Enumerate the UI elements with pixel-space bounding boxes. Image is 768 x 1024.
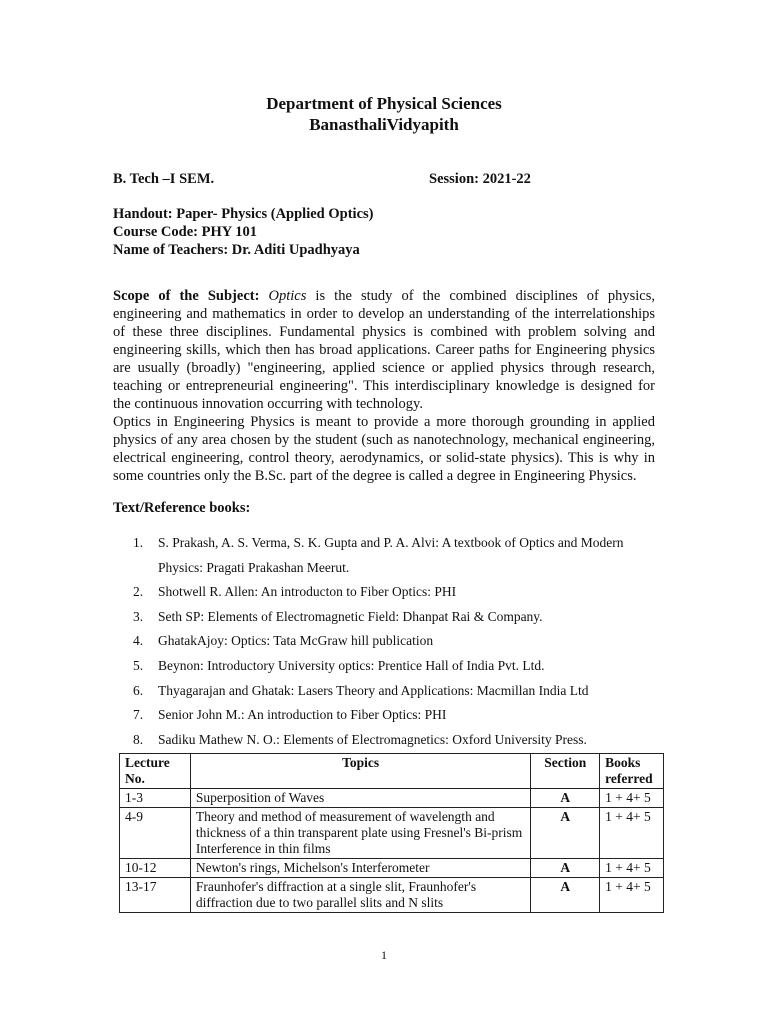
reference-number: 6. <box>133 682 144 698</box>
department-title: Department of Physical Sciences <box>266 94 502 113</box>
cell-lecture: 4-9 <box>120 808 191 859</box>
reference-item <box>113 531 673 580</box>
optics-paragraph: Optics in Engineering Physics is meant to provide a more thorough grounding in applied physics of any area chosen by the student (such as nanotechnology, mechanical engineering, electrical engineering, control theory, aerodynamics, or solid-state physics). This is why in some countries only the B.Sc. part of the degree is called a degree in Engineering Physics. <box>113 414 655 484</box>
reference-item <box>113 703 673 728</box>
table-row <box>120 859 664 878</box>
reference-item <box>113 654 673 679</box>
cell-lecture: 10-12 <box>120 859 191 878</box>
cell-books: 1 + 4+ 5 <box>600 878 664 913</box>
reference-text: Senior John M.: An introduction to Fiber Optics: PHI <box>158 707 447 723</box>
reference-item <box>113 728 673 753</box>
scope-label: Scope of the Subject <box>113 288 255 304</box>
handout-label: Handout: Paper- Physics (Applied Optics) <box>113 206 374 222</box>
cell-section: A <box>531 808 600 859</box>
reference-list <box>113 531 673 752</box>
cell-topic: Superposition of Waves <box>190 789 530 808</box>
cell-lecture: 13-17 <box>120 878 191 913</box>
header-books: Books referred <box>600 754 664 789</box>
teachers-label: Name of Teachers: Dr. Aditi Upadhyaya <box>113 242 360 258</box>
syllabus-table <box>119 753 664 913</box>
course-code-label: Course Code: PHY 101 <box>113 224 258 240</box>
reference-text: Beynon: Introductory University optics: Prentice Hall of India Pvt. Ltd. <box>158 657 545 673</box>
reference-number: 2. <box>133 584 144 600</box>
cell-topic: Newton's rings, Michelson's Interferometer <box>190 859 530 878</box>
reference-number: 4. <box>133 633 144 649</box>
cell-topic: Fraunhofer's diffraction at a single slit, Fraunhofer's diffraction due to two parallel slits and N slits <box>190 878 530 913</box>
header-topics: Topics <box>190 754 530 789</box>
scope-paragraph <box>113 287 655 413</box>
reference-text: GhatakAjoy: Optics: Tata McGraw hill publication <box>158 633 434 649</box>
scope-colon: : <box>254 288 269 304</box>
cell-topic: Theory and method of measurement of wavelength and thickness of a thin transparent plate using Fresnel's Bi-prism Interference in thin films <box>190 808 530 859</box>
table-header-row <box>120 754 664 789</box>
header-section: Section <box>531 754 600 789</box>
table-row <box>120 789 664 808</box>
cell-books: 1 + 4+ 5 <box>600 859 664 878</box>
page-number: 1 <box>381 948 387 962</box>
table-row <box>120 808 664 859</box>
cell-section: A <box>531 789 600 808</box>
cell-section: A <box>531 859 600 878</box>
reference-text: S. Prakash, A. S. Verma, S. K. Gupta and P. A. Alvi: A textbook of Optics and Modern <box>158 535 624 550</box>
reference-text: Thyagarajan and Ghatak: Lasers Theory and Applications: Macmillan India Ltd <box>158 682 589 698</box>
reference-number: 3. <box>133 608 144 624</box>
reference-item <box>113 629 673 654</box>
reference-number: 7. <box>133 707 144 723</box>
table-row <box>120 878 664 913</box>
reference-text: Shotwell R. Allen: An introducton to Fiber Optics: PHI <box>158 584 457 600</box>
institution-title: BanasthaliVidyapith <box>309 115 459 134</box>
books-heading: Text/Reference books: <box>113 500 251 516</box>
reference-number: 8. <box>133 731 144 747</box>
cell-section: A <box>531 878 600 913</box>
session-label: Session: 2021-22 <box>429 171 531 187</box>
reference-text: Seth SP: Elements of Electromagnetic Field: Dhanpat Rai & Company. <box>158 608 543 624</box>
reference-text: Sadiku Mathew N. O.: Elements of Electromagnetics: Oxford University Press. <box>158 731 587 747</box>
program-label: B. Tech –I SEM. <box>113 171 215 187</box>
reference-item <box>113 679 673 704</box>
cell-books: 1 + 4+ 5 <box>600 789 664 808</box>
reference-item <box>113 605 673 630</box>
cell-lecture: 1-3 <box>120 789 191 808</box>
reference-number: 1. <box>133 535 144 550</box>
scope-text: is the study of the combined disciplines of physics, engineering and mathematics in order to develop an understanding of the interrelationships of these three disciplines. Fundamental physics is combined with problem solving and engineering skills, which then has broad applications. Career paths for Engineering physics are usually (broadly) "engineering, applied science or applied physics through research, teaching or entrepreneurial engineering". This interdisciplinary knowledge is designed for the continuous innovation occurring with technology. <box>113 288 655 412</box>
header-lecture: Lecture No. <box>120 754 191 789</box>
reference-number: 5. <box>133 657 144 673</box>
reference-text-continued: Physics: Pragati Prakashan Meerut. <box>158 559 350 575</box>
cell-books: 1 + 4+ 5 <box>600 808 664 859</box>
reference-item <box>113 580 673 605</box>
scope-lead-term: Optics <box>268 288 307 304</box>
